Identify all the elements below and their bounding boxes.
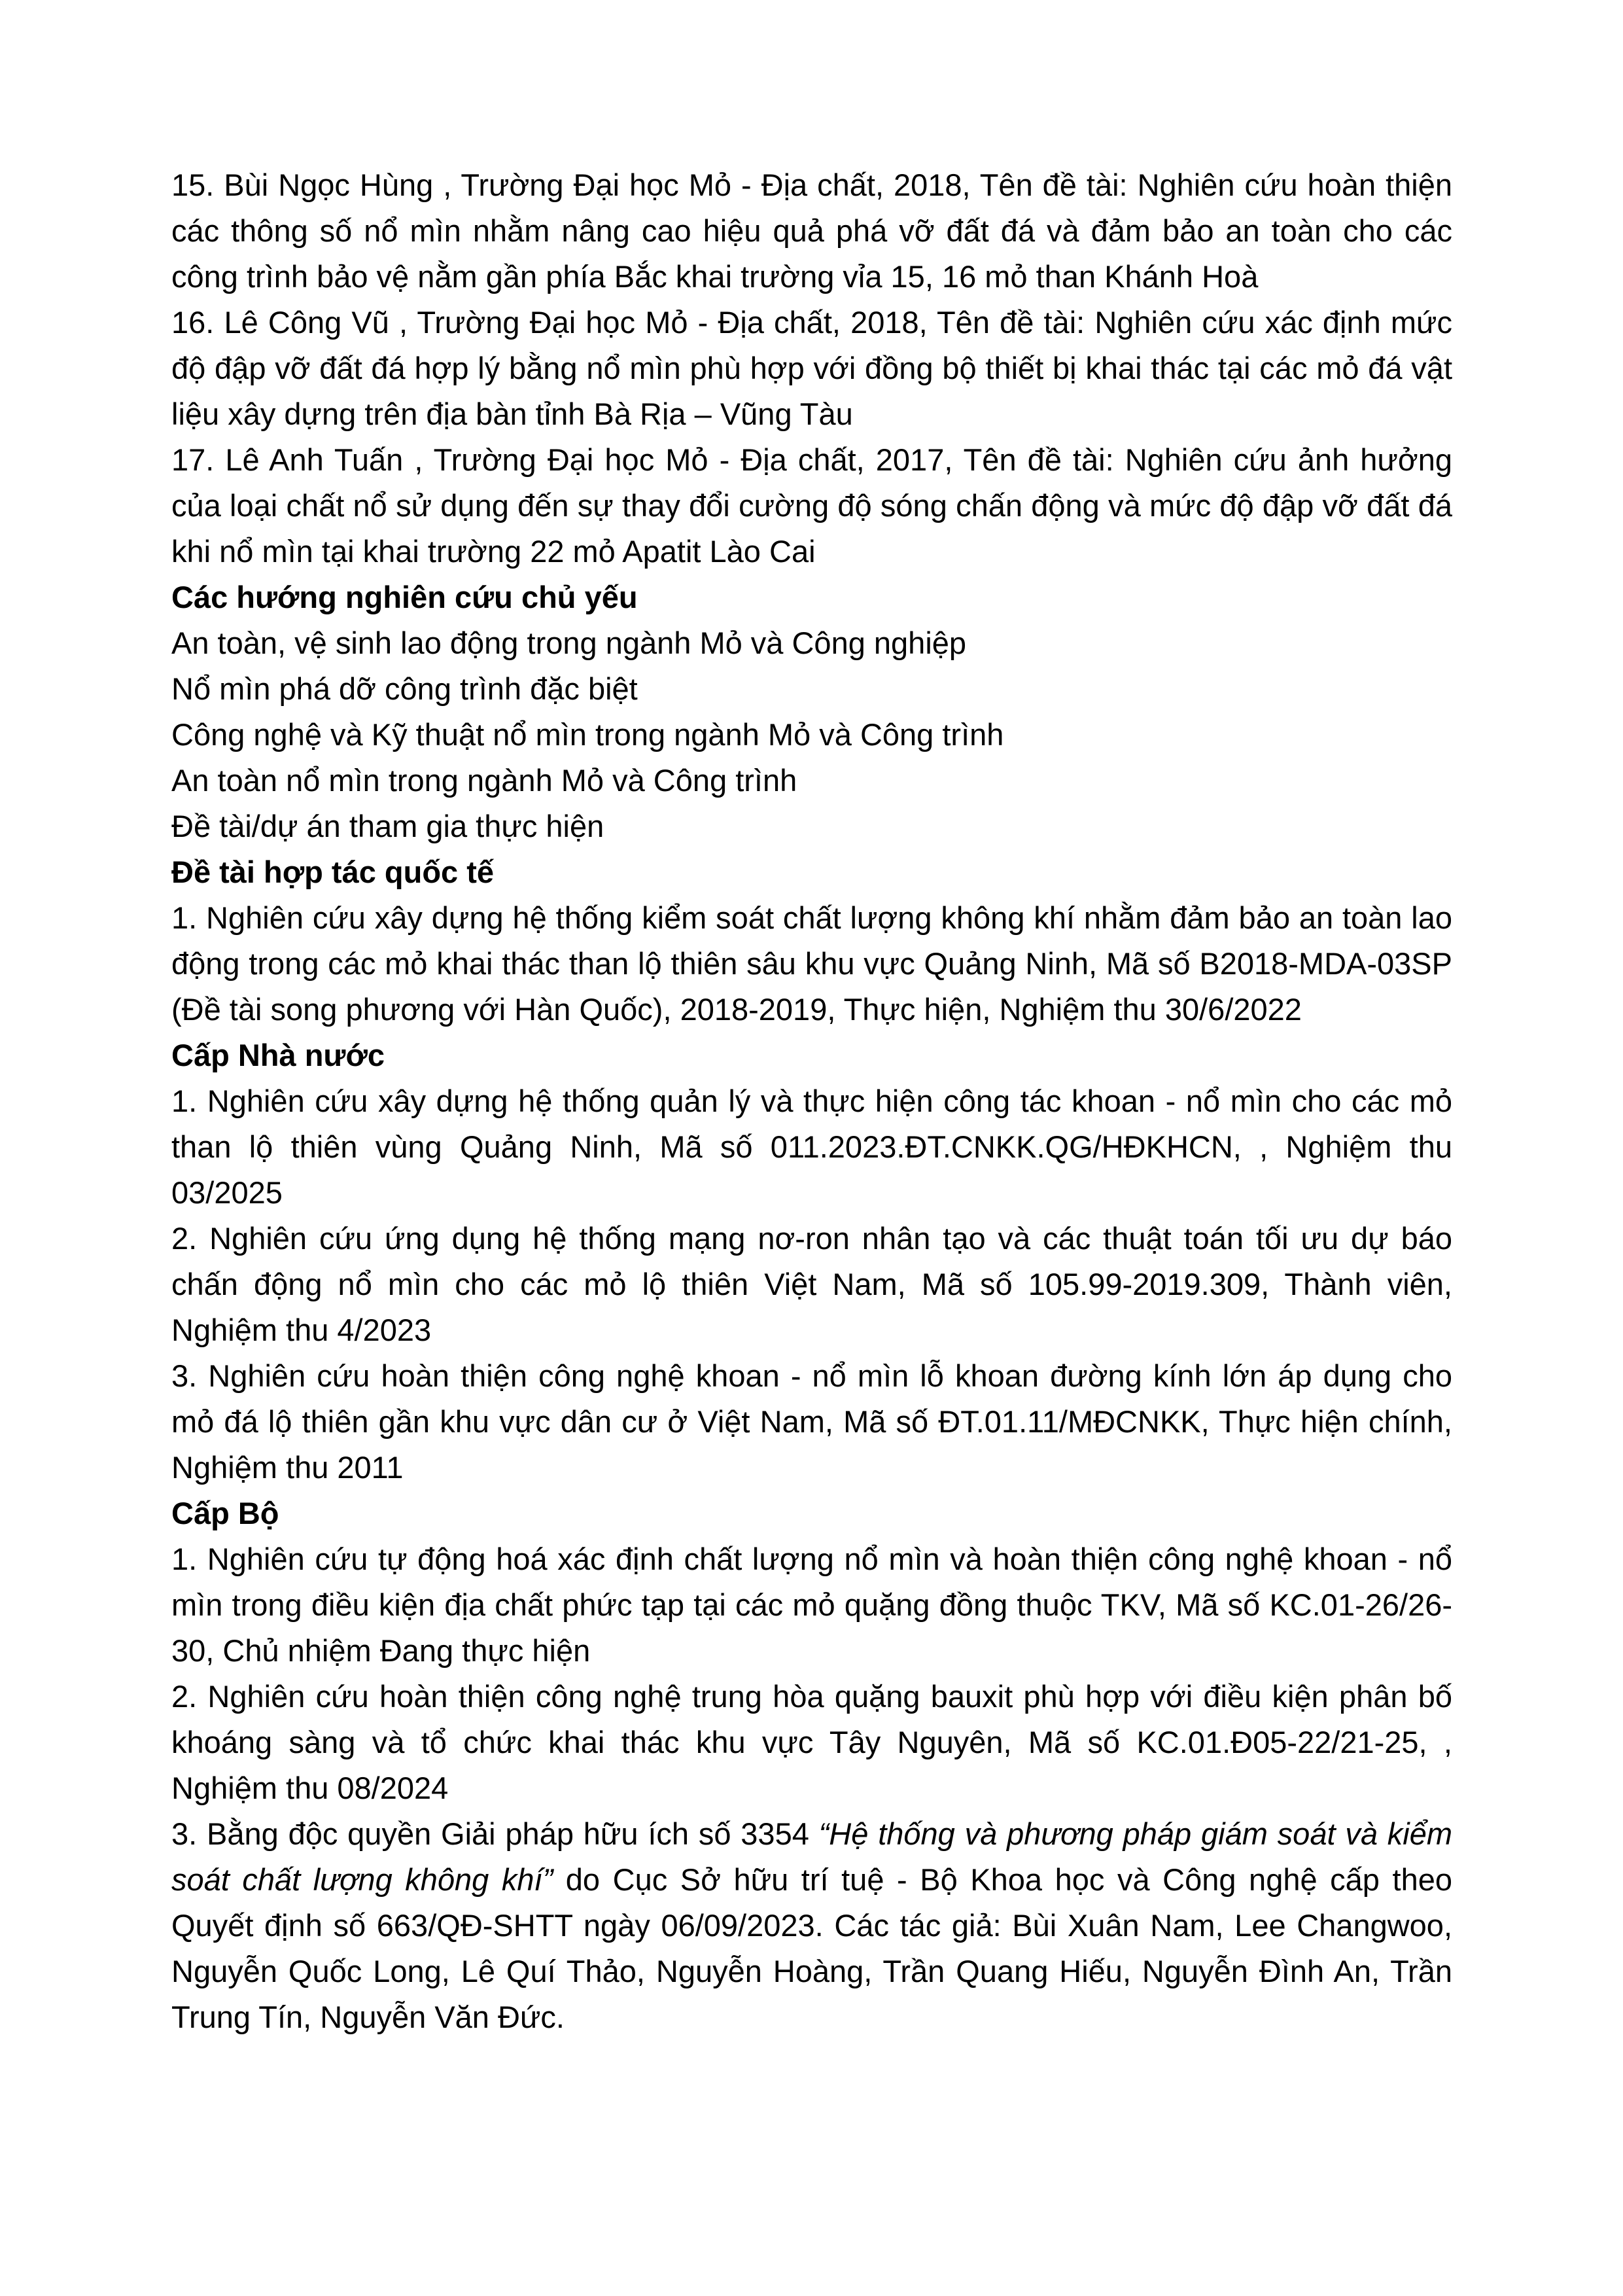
ministry-project-item: 1. Nghiên cứu tự động hoá xác định chất lượng nổ mìn và hoàn thiện công nghệ khoan - nổ mìn trong điều kiện địa chất phức tạp tại các mỏ quặng đồng thuộc TKV, Mã số KC.01-26/26-30, Chủ nhiệm Đang thực hiện (171, 1542, 1452, 1668)
research-directions-heading: Các hướng nghiên cứu chủ yếu (171, 580, 638, 614)
ministry-project-item: 2. Nghiên cứu hoàn thiện công nghệ trung hòa quặng bauxit phù hợp với điều kiện phân bố khoáng sàng và tổ chức khai thác khu vực Tây Nguyên, Mã số KC.01.Đ05-22/21-25, , Nghiệm thu 08/2024 (171, 1679, 1452, 1805)
ministry-level-heading: Cấp Bộ (171, 1496, 279, 1530)
research-direction-item: An toàn, vệ sinh lao động trong ngành Mỏ và Công nghiệp (171, 626, 967, 660)
state-level-heading: Cấp Nhà nước (171, 1038, 385, 1072)
thesis-item: 17. Lê Anh Tuấn , Trường Đại học Mỏ - Địa chất, 2017, Tên đề tài: Nghiên cứu ảnh hưởng của loại chất nổ sử dụng đến sự thay đổi cường độ sóng chấn động và mức độ đập vỡ đất đá khi nổ mìn tại khai trường 22 mỏ Apatit Lào Cai (171, 442, 1452, 569)
research-direction-item: Đề tài/dự án tham gia thực hiện (171, 809, 604, 843)
research-direction-item: Nổ mìn phá dỡ công trình đặc biệt (171, 671, 638, 706)
state-project-item: 2. Nghiên cứu ứng dụng hệ thống mạng nơ-ron nhân tạo và các thuật toán tối ưu dự báo chấn động nổ mìn cho các mỏ lộ thiên Việt Nam, Mã số 105.99-2019.309, Thành viên, Nghiệm thu 4/2023 (171, 1221, 1452, 1347)
research-direction-item: Công nghệ và Kỹ thuật nổ mìn trong ngành Mỏ và Công trình (171, 717, 1004, 752)
patent-title: “Hệ thống và phương pháp giám soát và kiểm soát chất lượng không khí” (171, 1816, 1452, 1897)
state-project-item: 3. Nghiên cứu hoàn thiện công nghệ khoan - nổ mìn lỗ khoan đường kính lớn áp dụng cho mỏ đá lộ thiên gần khu vực dân cư ở Việt Nam, Mã số ĐT.01.11/MĐCNKK, Thực hiện chính, Nghiệm thu 2011 (171, 1358, 1452, 1485)
thesis-item: 15. Bùi Ngọc Hùng , Trường Đại học Mỏ - Địa chất, 2018, Tên đề tài: Nghiên cứu hoàn thiện các thông số nổ mìn nhằm nâng cao hiệu quả phá vỡ đất đá và đảm bảo an toàn cho các công trình bảo vệ nằm gần phía Bắc khai trường vỉa 15, 16 mỏ than Khánh Hoà (171, 168, 1452, 294)
patent-details: do Cục Sở hữu trí tuệ - Bộ Khoa học và Công nghệ cấp theo Quyết định số 663/QĐ-SHTT ngày 06/09/2023. Các tác giả: Bùi Xuân Nam, Lee Changwoo, Nguyễn Quốc Long, Lê Quí Thảo, Nguyễn Hoàng, Trần Quang Hiếu, Nguyễn Đình An, Trần Trung Tín, Nguyễn Văn Đức. (171, 1862, 1452, 2034)
international-project-item: 1. Nghiên cứu xây dựng hệ thống kiểm soát chất lượng không khí nhằm đảm bảo an toàn lao động trong các mỏ khai thác than lộ thiên sâu khu vực Quảng Ninh, Mã số B2018-MDA-03SP (Đề tài song phương với Hàn Quốc), 2018-2019, Thực hiện, Nghiệm thu 30/6/2022 (171, 900, 1452, 1027)
patent-prefix: 3. Bằng độc quyền Giải pháp hữu ích số 3354 (171, 1816, 819, 1851)
international-heading: Đề tài hợp tác quốc tế (171, 855, 495, 889)
patent-item (171, 1811, 1452, 2040)
state-project-item: 1. Nghiên cứu xây dựng hệ thống quản lý và thực hiện công tác khoan - nổ mìn cho các mỏ than lộ thiên vùng Quảng Ninh, Mã số 011.2023.ĐT.CNKK.QG/HĐKHCN, , Nghiệm thu 03/2025 (171, 1084, 1452, 1210)
research-direction-item: An toàn nổ mìn trong ngành Mỏ và Công trình (171, 763, 797, 798)
document-page (171, 162, 1452, 2040)
thesis-item: 16. Lê Công Vũ , Trường Đại học Mỏ - Địa chất, 2018, Tên đề tài: Nghiên cứu xác định mức độ đập vỡ đất đá hợp lý bằng nổ mìn phù hợp với đồng bộ thiết bị khai thác tại các mỏ đá vật liệu xây dựng trên địa bàn tỉnh Bà Rịa – Vũng Tàu (171, 305, 1452, 431)
